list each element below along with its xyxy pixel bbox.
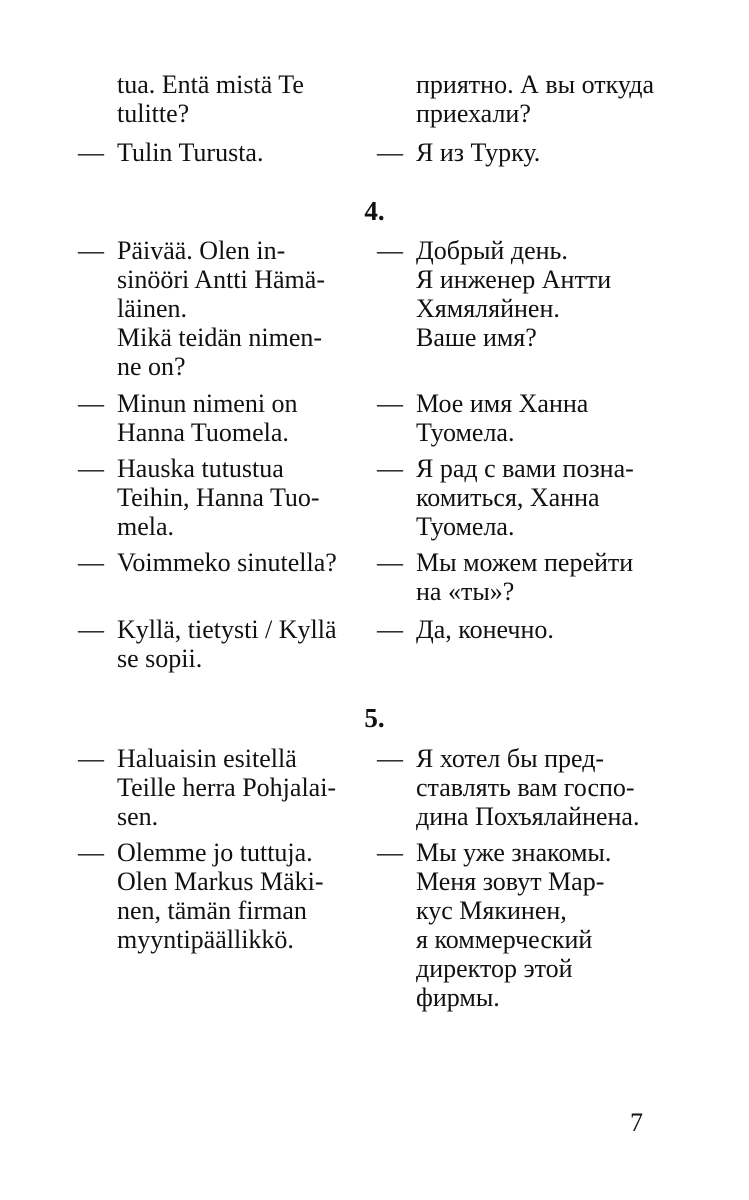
- page-number: 7: [630, 1108, 643, 1137]
- russian-dash: —: [377, 615, 403, 644]
- finnish-text: [117, 838, 357, 954]
- finnish-text: [117, 744, 357, 831]
- finnish-dash: —: [78, 744, 104, 773]
- russian-line: Ваше имя?: [416, 323, 537, 352]
- finnish-dash: —: [78, 454, 104, 483]
- finnish-line: läinen.: [117, 294, 188, 323]
- russian-line: комиться, Ханна: [416, 483, 600, 512]
- russian-dash: —: [377, 389, 403, 418]
- finnish-line: se sopii.: [117, 644, 203, 673]
- russian-line: Я инженер Антти: [416, 265, 612, 294]
- finnish-line: Hauska tutustua: [117, 454, 284, 483]
- finnish-line: Päivää. Olen in-: [117, 236, 286, 265]
- finnish-text: [117, 138, 357, 167]
- russian-line: на «ты»?: [416, 577, 515, 606]
- russian-text: [416, 389, 666, 447]
- russian-text: [416, 548, 666, 606]
- finnish-line: ne on?: [117, 352, 186, 381]
- russian-line: Я хотел бы пред-: [416, 744, 605, 773]
- finnish-text: [117, 70, 357, 128]
- russian-line: Мы уже знакомы.: [416, 838, 612, 867]
- finnish-line: sinööri Antti Hämä-: [117, 265, 325, 294]
- russian-dash: —: [377, 744, 403, 773]
- finnish-line: mela.: [117, 512, 175, 541]
- finnish-text: [117, 236, 357, 381]
- finnish-dash: —: [78, 236, 104, 265]
- russian-line: ставлять вам госпо-: [416, 773, 635, 802]
- finnish-line: sen.: [117, 802, 159, 831]
- finnish-line: nen, tämän firman: [117, 896, 307, 925]
- finnish-line: Tulin Turusta.: [117, 138, 264, 167]
- finnish-dash: —: [78, 138, 104, 167]
- section-heading-5: 5.: [364, 703, 385, 733]
- russian-text: [416, 838, 666, 1012]
- russian-line: приехали?: [416, 99, 531, 128]
- russian-line: я коммерческий: [416, 925, 593, 954]
- russian-text: [416, 138, 666, 167]
- finnish-text: [117, 548, 357, 577]
- russian-line: Туомела.: [416, 418, 515, 447]
- russian-text: [416, 615, 666, 644]
- russian-line: Да, конечно.: [416, 615, 554, 644]
- finnish-text: [117, 615, 357, 673]
- finnish-line: Haluaisin esitellä: [117, 744, 297, 773]
- russian-text: [416, 70, 666, 128]
- finnish-line: Olen Markus Mäki-: [117, 867, 324, 896]
- finnish-text: [117, 389, 357, 447]
- russian-line: дина Похъялайнена.: [416, 802, 640, 831]
- finnish-line: Olemme jo tuttuja.: [117, 838, 313, 867]
- finnish-dash: —: [78, 548, 104, 577]
- finnish-dash: —: [78, 838, 104, 867]
- russian-text: [416, 236, 666, 352]
- russian-dash: —: [377, 838, 403, 867]
- russian-text: [416, 744, 666, 831]
- russian-line: Мы можем перейти: [416, 548, 634, 577]
- finnish-dash: —: [78, 615, 104, 644]
- finnish-line: Kyllä, tietysti / Kyllä: [117, 615, 337, 644]
- russian-dash: —: [377, 548, 403, 577]
- russian-dash: —: [377, 236, 403, 265]
- finnish-line: tulitte?: [117, 99, 190, 128]
- finnish-line: Teihin, Hanna Tuo-: [117, 483, 320, 512]
- russian-line: кус Мякинен,: [416, 896, 567, 925]
- russian-line: Хямяляйнен.: [416, 294, 560, 323]
- finnish-line: Hanna Tuomela.: [117, 418, 289, 447]
- russian-line: Туомела.: [416, 512, 515, 541]
- russian-dash: —: [377, 454, 403, 483]
- russian-line: приятно. А вы откуда: [416, 70, 654, 99]
- russian-line: Я рад с вами позна-: [416, 454, 634, 483]
- russian-line: директор этой: [416, 954, 573, 983]
- finnish-line: Teille herra Pohjalai-: [117, 773, 337, 802]
- section-heading-4: 4.: [364, 196, 385, 226]
- finnish-line: tua. Entä mistä Te: [117, 70, 304, 99]
- russian-line: фирмы.: [416, 983, 500, 1012]
- russian-line: Я из Турку.: [416, 138, 541, 167]
- russian-text: [416, 454, 666, 541]
- finnish-line: Minun nimeni on: [117, 389, 298, 418]
- russian-line: Добрый день.: [416, 236, 568, 265]
- finnish-line: Voimmeko sinutella?: [117, 548, 337, 577]
- finnish-line: myyntipäällikkö.: [117, 925, 294, 954]
- russian-line: Мое имя Ханна: [416, 389, 589, 418]
- russian-line: Меня зовут Мар-: [416, 867, 605, 896]
- finnish-text: [117, 454, 357, 541]
- finnish-dash: —: [78, 389, 104, 418]
- finnish-line: Mikä teidän nimen-: [117, 323, 323, 352]
- russian-dash: —: [377, 138, 403, 167]
